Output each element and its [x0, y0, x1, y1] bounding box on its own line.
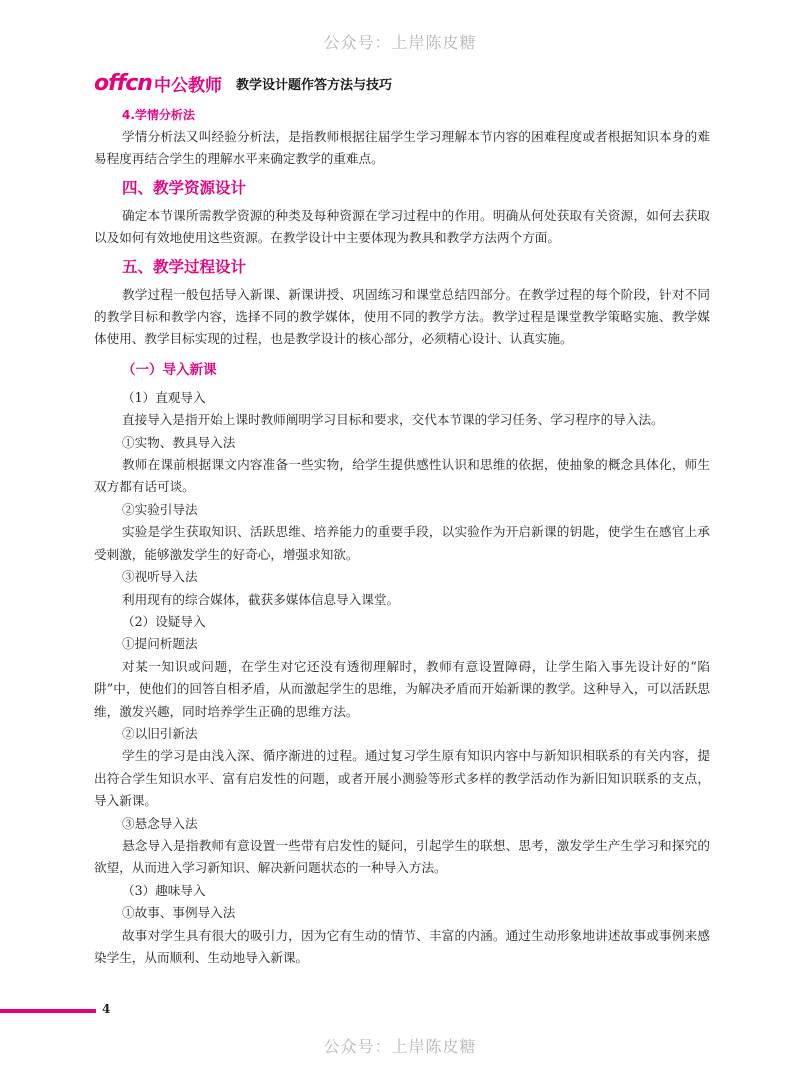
- paragraph: 直接导入是指开始上课时教师阐明学习目标和要求，交代本节课的学习任务、学习程序的导入法。: [122, 412, 664, 428]
- subheading: 4.学情分析法: [122, 108, 195, 122]
- logo-text: 中公教师: [153, 75, 222, 96]
- list-item: ①故事、事例导入法: [122, 905, 236, 921]
- header-title: 教学设计题作答方法与技巧: [235, 77, 392, 93]
- subsection-heading: （一）导入新课: [122, 361, 217, 378]
- page-accent-bar: [0, 1009, 96, 1013]
- list-item: ②以旧引新法: [122, 725, 198, 741]
- section-heading: 五、教学过程设计: [122, 256, 247, 276]
- paragraph: 教学过程一般包括导入新课、新课讲授、巩固练习和课堂总结四部分。在教学过程的每个阶段，针对不同的教学目标和教学内容，选择不同的教学媒体，使用不同的教学方法。教学过程是课堂教学策略实施、教学媒体使用、教学目标实现的过程，也是教学设计的核心部分，必须精心设计、认真实施。: [94, 286, 710, 347]
- paragraph: 利用现有的综合媒体，截获多媒体信息导入课堂。: [122, 591, 400, 607]
- paragraph: 故事对学生具有很大的吸引力，因为它有生动的情节、丰富的内涵。通过生动形象地讲述故事或事例来感染学生，从而顺利、生动地导入新课。: [94, 927, 710, 965]
- section-heading: 四、教学资源设计: [122, 177, 247, 197]
- list-item: ③悬念导入法: [122, 815, 198, 831]
- document-body: [94, 104, 710, 969]
- list-item: （3）趣味导入: [122, 882, 206, 898]
- paragraph: 对某一知识或问题，在学生对它还没有透彻理解时，教师有意设置障碍，让学生陷入事先设计好的“陷阱”中，使他们的回答自相矛盾，从而激起学生的思维，为解决矛盾而开始新课的教学。这种导入，可以活跃思维，激发兴趣，同时培养学生正确的思维方法。: [94, 658, 710, 719]
- list-item: ③视听导入法: [122, 569, 198, 585]
- page-header: [94, 70, 392, 96]
- offcn-logo: [94, 71, 222, 96]
- list-item: （2）设疑导入: [122, 613, 206, 629]
- paragraph: 实验是学生获取知识、活跃思维、培养能力的重要手段，以实验作为开启新课的钥匙，使学生在感官上承受刺激，能够激发学生的好奇心，增强求知欲。: [94, 524, 710, 562]
- paragraph: 学情分析法又叫经验分析法，是指教师根据往届学生学习理解本节内容的困难程度或者根据知识本身的难易程度再结合学生的理解水平来确定教学的重难点。: [94, 129, 710, 167]
- paragraph: 学生的学习是由浅入深、循序渐进的过程。通过复习学生原有知识内容中与新知识相联系的有关内容，提出符合学生知识水平、富有启发性的问题，或者开展小测验等形式多样的教学活动作为新旧知识联系的支点，导入新课。: [94, 748, 710, 809]
- watermark-top: 公众号：上岸陈皮糖: [323, 33, 477, 52]
- page-number: 4: [102, 1002, 111, 1016]
- paragraph: 教师在课前根据课文内容准备一些实物，给学生提供感性认识和思维的依据，使抽象的概念具体化，师生双方都有话可谈。: [94, 457, 710, 495]
- list-item: ①实物、教具导入法: [122, 434, 236, 450]
- list-item: ①提问析题法: [122, 636, 198, 652]
- watermark-bottom: 公众号：上岸陈皮糖: [323, 1037, 477, 1056]
- logo-mark: offcn: [94, 70, 152, 96]
- paragraph: 确定本节课所需教学资源的种类及每种资源在学习过程中的作用。明确从何处获取有关资源，如何去获取以及如何有效地使用这些资源。在教学设计中主要体现为教具和教学方法两个方面。: [94, 207, 710, 246]
- paragraph: 悬念导入是指教师有意设置一些带有启发性的疑问，引起学生的联想、思考，激发学生产生学习和探究的欲望，从而进入学习新知识、解决新问题状态的一种导入方法。: [94, 837, 710, 876]
- list-item: ②实验引导法: [122, 501, 198, 517]
- list-item: （1）直观导入: [122, 389, 206, 405]
